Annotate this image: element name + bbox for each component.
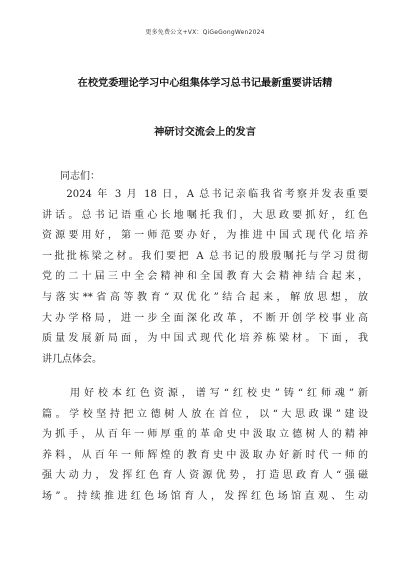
paragraph-line: 用好校本红色资源，谱写“红校史”铸“红师魂”新 [42,388,368,399]
paragraph-line: 2024 年 3 月 18 日，A 总书记亲临我省考察并发表重要 [42,189,368,200]
paragraph-1 [42,185,368,370]
document-title-line-2: 神研讨交流会上的发言 [154,127,256,138]
header-note: 更多免费公文+VX：QiGeGongWen2024 [145,29,265,36]
paragraph-line: 质量发展新局面，为中国式现代化培养栋梁材。下面，我 [42,333,368,345]
paragraph-line: 篇。学校坚持把立德树人放在首位，以“大思政课”建设 [42,408,368,420]
greeting: 同志们： [60,171,100,182]
paragraph-line: 讲几点体会。 [42,353,102,365]
paragraph-line: 大办学格局，进一步全面深化改革，不断开创学校事业高 [42,312,368,324]
paragraph-line: 为抓手，从百年一师厚重的革命史中汲取立德树人的精神 [42,429,368,441]
paragraph-line: 党的二十届三中全会精神和全国教育大会精神结合起来， [42,271,368,283]
paragraph-line: 强大动力，发挥红色育人资源优势，打造思政育人“强磁 [42,470,368,482]
paragraph-line: 讲话。总书记语重心长地嘱托我们，大思政要抓好，红色 [42,209,368,221]
paragraph-line: 场”。持续推进红色场馆育人，发挥红色场馆直观、生动 [42,490,368,502]
paragraph-2 [42,384,368,508]
paragraph-line: 一批批栋梁之材。我们要把 A 总书记的殷殷嘱托与学习贯彻 [42,250,368,262]
paragraph-line: 与落实**省高等教育“双优化”结合起来，解放思想，放 [42,291,368,303]
document-title-line-1: 在校党委理论学习中心组集体学习总书记最新重要讲话精 [77,78,333,89]
paragraph-line: 养料，从百年一师辉煌的教育史中汲取办好新时代一师的 [42,449,368,461]
paragraph-line: 资源要用好，第一师范要办好，为推进中国式现代化培养 [42,230,368,242]
